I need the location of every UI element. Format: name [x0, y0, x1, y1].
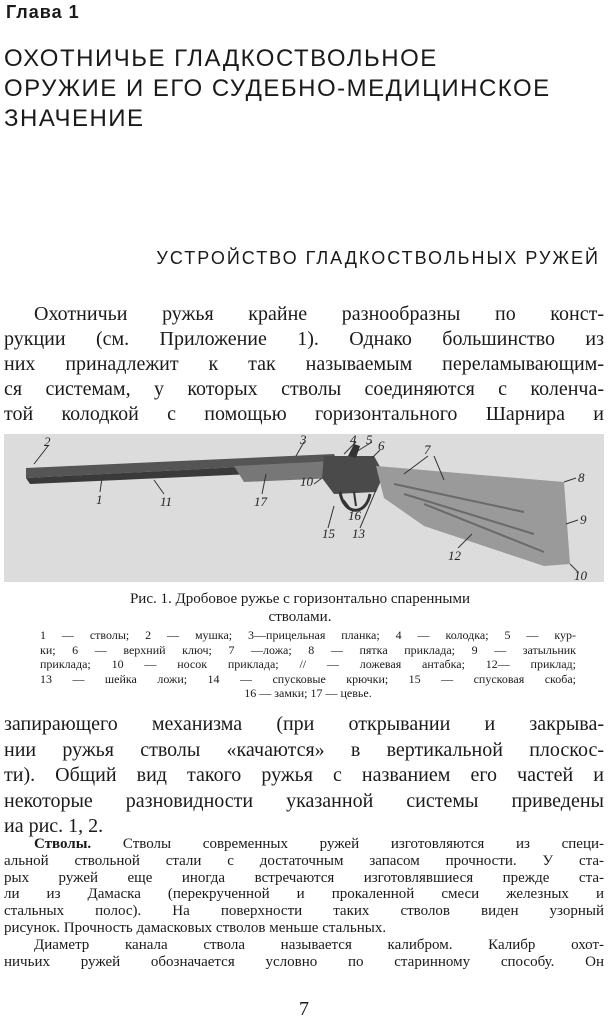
figure-label: 3 [300, 434, 307, 447]
paragraph-mechanism [4, 712, 604, 840]
chapter-label: Глава 1 [6, 2, 80, 22]
figure-label: 7 [424, 442, 431, 457]
paragraph-barrels [4, 836, 604, 970]
text-line: той колодкой с помощью горизонтального Шарнира и [4, 403, 604, 425]
text-line: ся системам, у которых стволы соединяются с коленча- [4, 378, 604, 400]
paragraph-intro [4, 302, 604, 427]
caption-line: Рис. 1. Дробовое ружье с горизонтально спаренными [129, 591, 471, 607]
figure-label: 17 [254, 494, 267, 509]
title-line: ОРУЖИЕ И ЕГО СУДЕБНО-МЕДИЦИНСКОЕ [4, 75, 551, 102]
legend-line: 13 — шейка ложи; 14 — спусковые крючки; 15 — спусковая скоба; [40, 671, 576, 686]
figure-caption [40, 590, 560, 626]
text-fragment: Стволы современных ружей изготовляются из специ- [122, 836, 605, 852]
text-line: некоторые разновидности указанной системы приведены [4, 789, 604, 812]
figure-label: 10 [300, 474, 313, 489]
shotgun-figure [4, 434, 604, 582]
title-line: ЗНАЧЕНИЕ [4, 105, 145, 132]
figure-label: 6 [378, 438, 385, 453]
text-line: Диаметр канала ствола называется калибром. Калибр охот- [34, 936, 604, 953]
text-line: рисунок. Прочность дамасковых стволов меньше стальных. [4, 919, 387, 936]
text-line: стальных полос). На поверхности таких стволов виден узорный [4, 903, 604, 920]
shotgun-illustration [4, 434, 604, 582]
text-line: рукции (см. Приложение 1). Однако большинство из [4, 328, 604, 350]
text-line: иа рис. 1, 2. [4, 815, 104, 838]
text-line: Охотничьи ружья крайне разнообразны по конст- [34, 303, 604, 325]
action-shape [322, 456, 384, 494]
figure-label: 16 [348, 508, 361, 523]
figure-label: 4 [350, 434, 357, 447]
text-line [4, 836, 604, 853]
legend-line: 16 — замки; 17 — цевье. [244, 686, 372, 700]
figure-label: 8 [578, 470, 585, 485]
text-line: рых ружей еще иногда встречаются изготовлявшиеся прежде ста- [4, 869, 604, 886]
figure-label: 11 [160, 494, 173, 509]
caption-line: стволами. [268, 609, 332, 625]
text-line: ничьих ружей обозначается условно по старинному способу. Он [4, 953, 604, 970]
figure-label: 1 [96, 492, 103, 507]
legend-line: 1 — стволы; 2 — мушка; 3—прицельная планка; 4 — колодка; 5 — кур- [40, 628, 576, 642]
text-line: ли из Дамаска (перекрученной и прокаленной смеси железных и [4, 886, 604, 903]
figure-label: 13 [352, 526, 365, 541]
text-line: запирающего механизма (при открывании и закрыва- [4, 713, 604, 735]
text-line: них принадлежит к так называемым переламывающим- [4, 353, 604, 375]
figure-label: 2 [44, 434, 51, 449]
figure-label: 9 [580, 512, 587, 527]
figure-label: 15 [322, 526, 335, 541]
page-number: 7 [299, 998, 309, 1020]
figure-label: 5 [366, 434, 373, 447]
text-line: альной ствольной стали с достаточным запасом прочности. У ста- [4, 852, 604, 869]
title-line: ОХОТНИЧЬЕ ГЛАДКОСТВОЛЬНОЕ [4, 45, 438, 72]
figure-label: 10 [574, 568, 587, 582]
barrels-heading: Стволы. [34, 836, 92, 852]
figure-legend [40, 628, 576, 701]
chapter-title [4, 44, 604, 134]
text-line: ти). Общий вид такого ружья с названием его частей и [4, 764, 604, 787]
legend-line: ки; 6 — верхний ключ; 7 —ложа; 8 — пятка приклада; 9 — затыльник [40, 642, 576, 657]
section-title: УСТРОЙСТВО ГЛАДКОСТВОЛЬНЫХ РУЖЕЙ [156, 248, 600, 268]
figure-label: 12 [448, 548, 461, 563]
legend-line: приклада; 10 — носок приклада; // — ложевая антабка; 12— приклад; [40, 657, 576, 671]
text-line: нии ружья стволы «качаются» в вертикальной плоскос- [4, 738, 604, 761]
